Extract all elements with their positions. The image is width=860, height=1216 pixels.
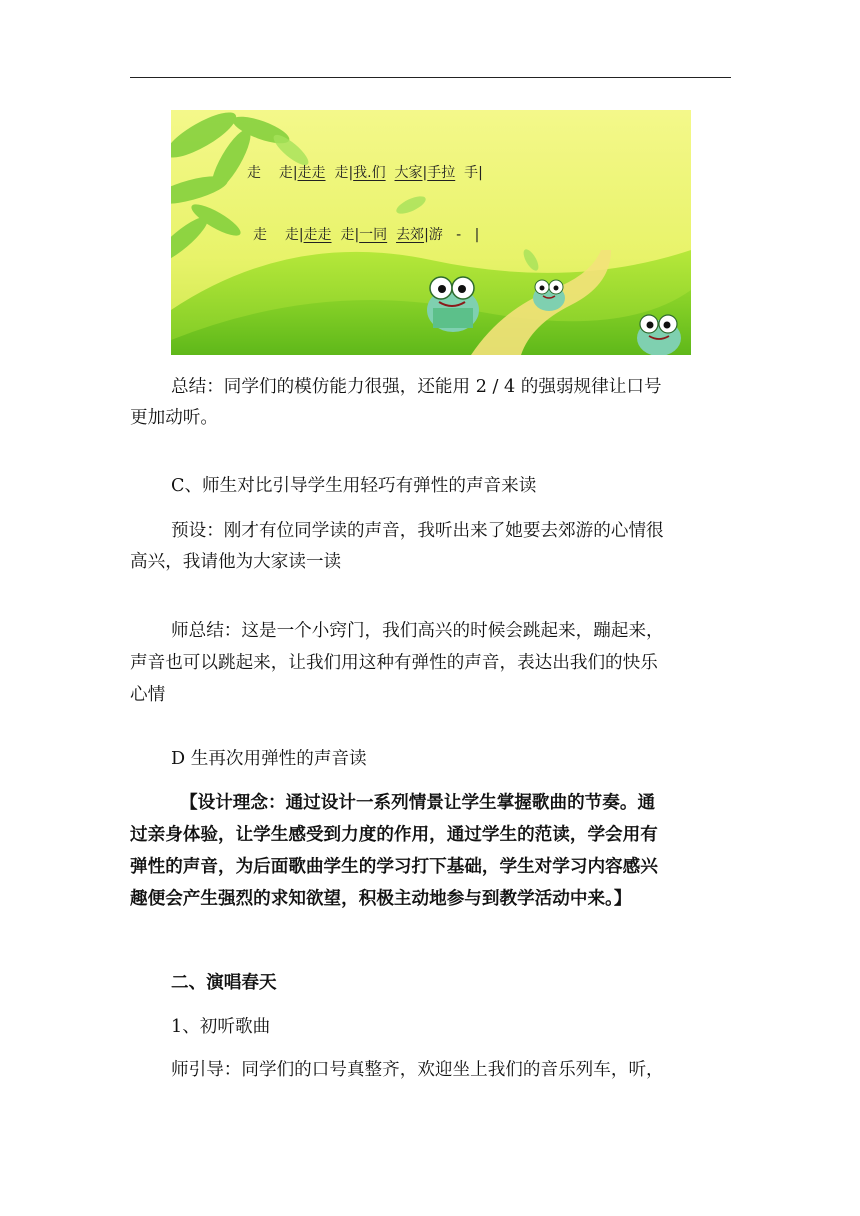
rhythm-line-1: 走 走|走走 走|我.们 大家|手拉 手|: [247, 165, 483, 181]
text-line: 趣便会产生强烈的求知欲望，积极主动地参与到教学活动中来。】: [130, 888, 632, 909]
paragraph-summary: [130, 377, 730, 428]
rhythm-line-2: 走 走|走走 走|一同 去郊|游 - |: [253, 227, 480, 243]
text-line: 总结：同学们的模仿能力很强，还能用 2 / 4 的强弱规律让口号: [171, 377, 662, 397]
text-line: 师引导：同学们的口号真整齐，欢迎坐上我们的音乐列车，听，: [171, 1060, 664, 1080]
section-heading: [171, 974, 277, 994]
text-line: 心情: [130, 685, 166, 705]
text-line: 二、演唱春天: [171, 972, 277, 993]
text-line: 【设计理念：通过设计一系列情景让学生掌握歌曲的节奏。通: [180, 792, 656, 813]
text-line: C、师生对比引导学生用轻巧有弹性的声音来读: [171, 476, 537, 496]
text-line: 1、初听歌曲: [171, 1017, 271, 1037]
text-line: D 生再次用弹性的声音读: [171, 749, 367, 769]
subsection-heading: [171, 1019, 270, 1039]
text-line: 声音也可以跳起来，让我们用这种有弹性的声音，表达出我们的快乐: [130, 653, 658, 673]
header-rule: [130, 77, 731, 78]
paragraph-guide: [171, 1062, 664, 1082]
paragraph-c: [171, 478, 536, 498]
rhythm-figure: [171, 110, 691, 355]
text-line: 弹性的声音，为后面歌曲学生的学习打下基础，学生对学习内容感兴: [130, 856, 658, 877]
paragraph-teacher-summary: [130, 621, 730, 705]
text-line: 更加动听。: [130, 408, 218, 428]
text-line: 高兴，我请他为大家读一读: [130, 552, 342, 572]
text-line: 过亲身体验，让学生感受到力度的作用，通过学生的范读，学会用有: [130, 824, 658, 845]
design-concept: [130, 792, 730, 909]
paragraph-d: [171, 751, 367, 771]
text-line: 师总结：这是一个小窍门，我们高兴的时候会跳起来，蹦起来，: [171, 621, 664, 641]
text-line: 预设：刚才有位同学读的声音，我听出来了她要去郊游的心情很: [171, 521, 664, 541]
paragraph-preset: [130, 521, 730, 572]
